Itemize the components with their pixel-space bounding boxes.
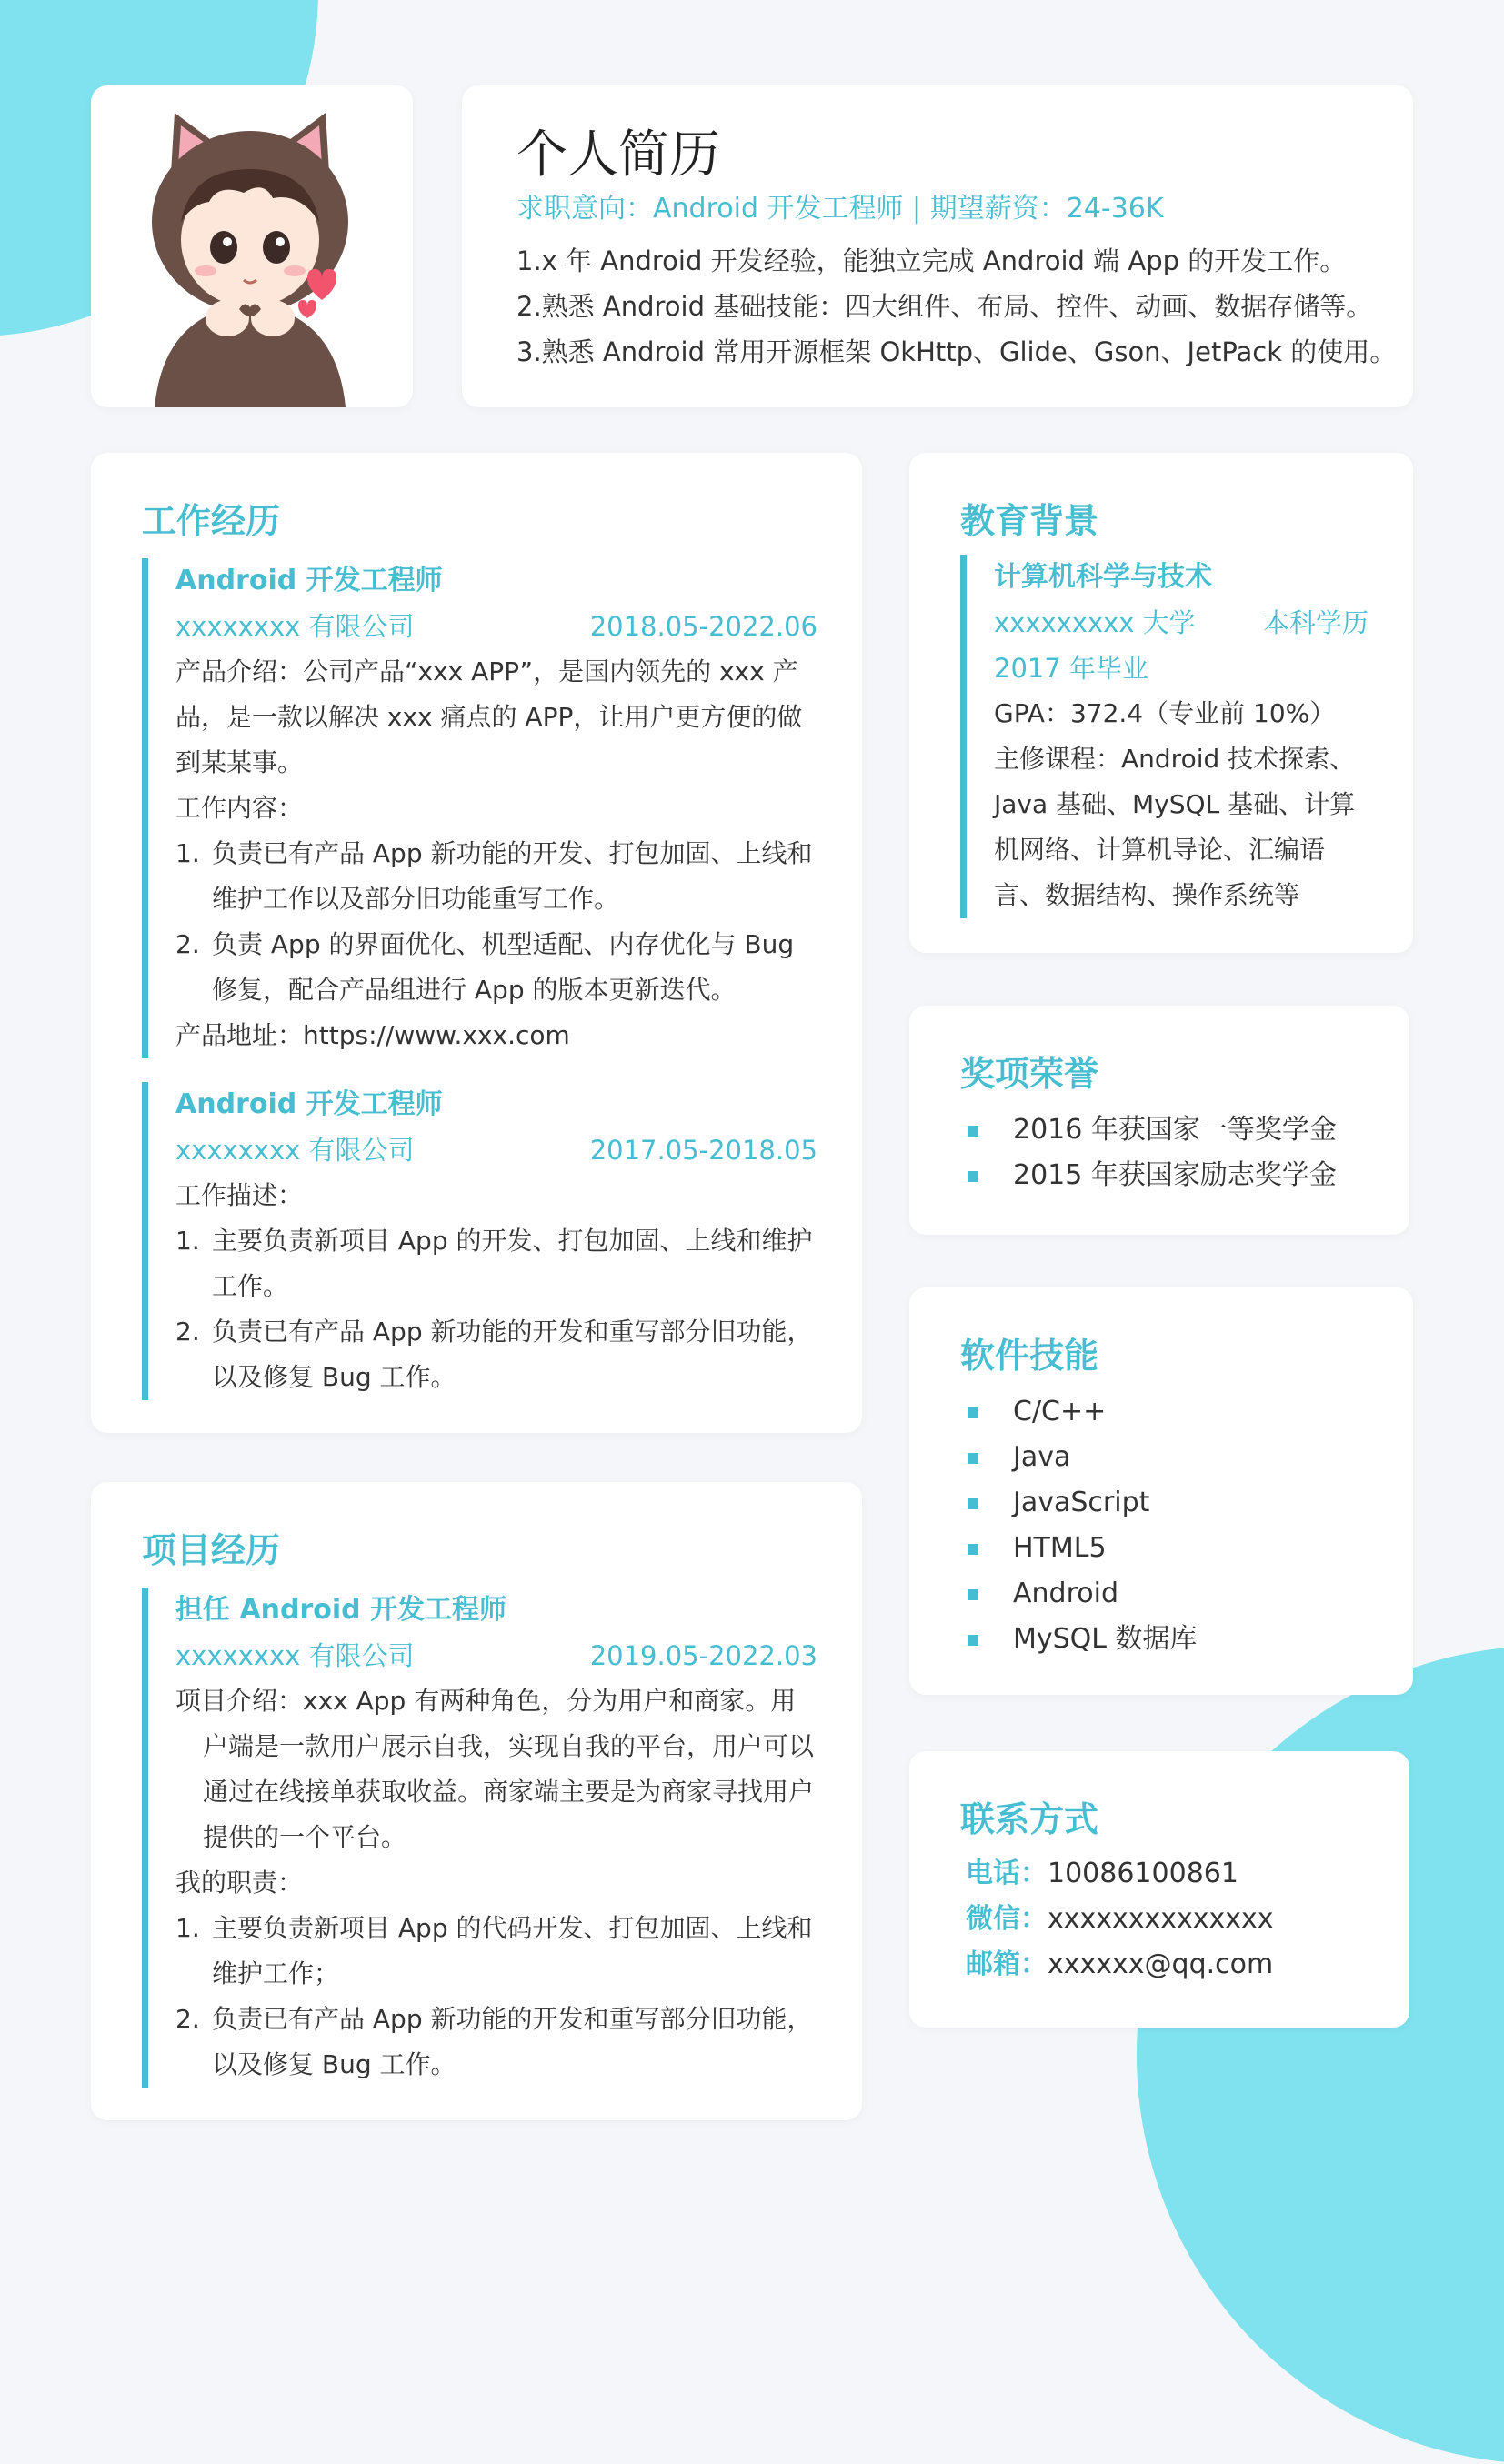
- skills-section: [909, 1287, 1413, 1695]
- summary-item: 3.熟悉 Android 常用开源框架 OkHttp、Glide、Gson、JetPack 的使用。: [516, 336, 1397, 367]
- contact-phone: 电话：10086100861: [966, 1858, 1238, 1889]
- project-meta: [175, 1633, 817, 1678]
- awards-section: [909, 1006, 1409, 1235]
- work-entry: [142, 558, 817, 1058]
- education-graduation: 2017 年毕业: [994, 653, 1149, 684]
- work-date: 2017.05-2018.05: [589, 1135, 817, 1166]
- work-meta: [175, 604, 817, 649]
- education-courses: 主修课程：Android 技术探索、Java 基础、MySQL 基础、计算机网络、计算机导论、汇编语言、数据结构、操作系统等: [994, 744, 1356, 910]
- bullet-square-icon: [968, 1544, 978, 1555]
- work-duty-list: [175, 1218, 817, 1400]
- list-item: 2. 负责 App 的界面优化、机型适配、内存优化与 Bug 修复，配合产品组进行 App 的版本更新迭代。: [175, 929, 795, 1005]
- summary-item: 1.x 年 Android 开发经验，能独立完成 Android 端 App 的开发工作。: [516, 245, 1347, 276]
- project-company: xxxxxxxx 有限公司: [175, 1640, 415, 1671]
- education-gpa: GPA：372.4（专业前 10%）: [994, 698, 1336, 728]
- contact-wechat: 微信：xxxxxxxxxxxxxx: [966, 1903, 1274, 1935]
- project-intro: 项目介绍：xxx App 有两种角色，分为用户和商家。用户端是一款用户展示自我，实现自我的平台，用户可以通过在线接单获取收益。商家端主要是为商家寻找用户提供的一个平台。: [175, 1686, 815, 1852]
- list-item: 2. 负责已有产品 App 新功能的开发和重写部分旧功能，以及修复 Bug 工作。: [175, 1317, 813, 1392]
- list-item: 2. 负责已有产品 App 新功能的开发和重写部分旧功能，以及修复 Bug 工作。: [175, 2004, 813, 2079]
- work-intro: 产品介绍：公司产品“xxx APP”，是国内领先的 xxx 产品，是一款以解决 xxx 痛点的 APP，让用户更方便的做到某某事。: [175, 656, 803, 777]
- awards-section-title: 奖项荣誉: [960, 1054, 1099, 1094]
- work-content-label: 工作内容：: [175, 793, 304, 823]
- awards-list: [968, 1107, 1337, 1198]
- project-experience-section: [91, 1482, 862, 2120]
- project-date: 2019.05-2022.03: [589, 1640, 817, 1671]
- education-meta: [994, 600, 1369, 646]
- education-degree: 本科学历: [1262, 607, 1369, 638]
- list-item: 2016 年获国家一等奖学金: [968, 1107, 1337, 1153]
- project-role: 担任 Android 开发工程师: [175, 1594, 507, 1626]
- work-body: [175, 649, 817, 1058]
- list-item: C/C++: [968, 1389, 1198, 1435]
- bullet-square-icon: [968, 1407, 978, 1418]
- work-content-label: 工作描述：: [175, 1180, 304, 1210]
- bullet-square-icon: [968, 1453, 978, 1464]
- bullet-square-icon: [968, 1635, 978, 1646]
- list-item: 2015 年获国家励志奖学金: [968, 1153, 1337, 1198]
- contact-section-title: 联系方式: [960, 1799, 1099, 1839]
- list-item: HTML5: [968, 1526, 1198, 1571]
- work-entry: [142, 1082, 817, 1400]
- work-company: xxxxxxxx 有限公司: [175, 1135, 415, 1166]
- list-item: 1. 负责已有产品 App 新功能的开发、打包加固、上线和维护工作以及部分旧功能重写工作。: [175, 838, 813, 914]
- work-date: 2018.05-2022.06: [589, 611, 817, 642]
- list-item: Android: [968, 1571, 1198, 1617]
- project-duty-list: [175, 1906, 817, 2088]
- header-card: [462, 85, 1413, 407]
- work-meta: [175, 1127, 817, 1173]
- list-item: Java: [968, 1435, 1198, 1480]
- avatar-card: [91, 85, 413, 407]
- work-body: [175, 1173, 817, 1400]
- project-body: [175, 1678, 817, 2088]
- contact-email: 邮箱：xxxxxx@qq.com: [966, 1948, 1274, 1980]
- list-item: MySQL 数据库: [968, 1617, 1198, 1662]
- work-company: xxxxxxxx 有限公司: [175, 611, 415, 642]
- education-entry: [960, 555, 1369, 918]
- contact-list: [966, 1851, 1274, 1988]
- avatar: [91, 85, 413, 407]
- project-entry: [142, 1588, 817, 2088]
- work-section-title: 工作经历: [142, 501, 281, 541]
- project-duty-label: 我的职责：: [175, 1868, 304, 1898]
- education-school: xxxxxxxxx 大学: [994, 607, 1196, 638]
- list-item: 1. 主要负责新项目 App 的代码开发、打包加固、上线和维护工作；: [175, 1913, 813, 1988]
- summary-item: 2.熟悉 Android 基础技能：四大组件、布局、控件、动画、数据存储等。: [516, 291, 1373, 322]
- work-role: Android 开发工程师: [175, 1088, 443, 1120]
- work-role: Android 开发工程师: [175, 565, 443, 596]
- project-section-title: 项目经历: [142, 1530, 281, 1570]
- education-body: [994, 691, 1369, 918]
- bullet-square-icon: [968, 1126, 978, 1137]
- bullet-square-icon: [968, 1498, 978, 1509]
- list-item: JavaScript: [968, 1480, 1198, 1526]
- skills-section-title: 软件技能: [960, 1336, 1099, 1376]
- contact-section: [909, 1751, 1409, 2028]
- work-experience-section: [91, 453, 862, 1433]
- work-duty-list: [175, 831, 817, 1013]
- page-title: 个人简历: [516, 125, 720, 185]
- education-major: 计算机科学与技术: [994, 561, 1212, 593]
- list-item: 1. 主要负责新项目 App 的开发、打包加固、上线和维护工作。: [175, 1226, 813, 1301]
- work-product-address: 产品地址：https://www.xxx.com: [175, 1020, 570, 1050]
- bullet-square-icon: [968, 1171, 978, 1182]
- job-objective: 求职意向：Android 开发工程师 | 期望薪资：24-36K: [516, 193, 1164, 225]
- summary-list: [516, 238, 1396, 375]
- bullet-square-icon: [968, 1589, 978, 1600]
- skills-list: [968, 1389, 1198, 1662]
- education-section: [909, 453, 1413, 953]
- education-section-title: 教育背景: [960, 501, 1099, 541]
